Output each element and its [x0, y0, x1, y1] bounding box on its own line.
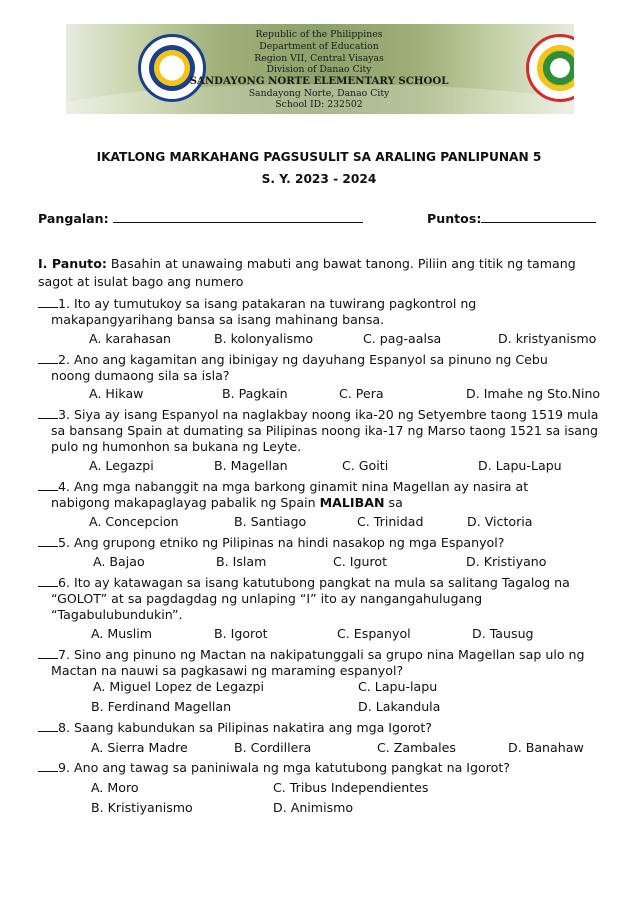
choice: D. Lapu-Lapu — [478, 458, 562, 473]
question-6-line-3: “Tagabulubundukin”. — [51, 607, 183, 622]
question-4: 4. Ang mga nabanggit na mga barkong ginamit nina Magellan ay nasira at — [38, 479, 528, 494]
question-6: 6. Ito ay katawagan sa isang katutubong pangkat na mula sa salitang Tagalog na — [38, 575, 570, 590]
choice: B. Santiago — [234, 514, 307, 529]
choice: A. Muslim — [91, 626, 153, 641]
question-5: 5. Ang grupong etniko ng Pilipinas na hindi nasakop ng mga Espanyol? — [38, 535, 504, 550]
header-school: SANDAYONG NORTE ELEMENTARY SCHOOL — [189, 75, 449, 87]
name-label: Pangalan: — [38, 211, 109, 226]
choice: D. Imahe ng Sto.Nino — [466, 386, 601, 401]
question-4-line-2: nabigong makapaglayag pabalik ng Spain MALIBAN sa — [51, 495, 403, 510]
question-7-line-2: Mactan na nauwi sa pagkasawi ng maraming espanyol? — [51, 663, 404, 678]
choice: A. Sierra Madre — [91, 740, 188, 755]
emphasis-word: MALIBAN — [319, 495, 385, 510]
choice: A. Legazpi — [89, 458, 154, 473]
header-region: Region VII, Central Visayas — [254, 53, 384, 64]
choice: C. Trinidad — [357, 514, 424, 529]
choice: A. Miguel Lopez de Legazpi — [93, 679, 264, 694]
choice: D. Victoria — [467, 514, 533, 529]
choice: D. Animismo — [273, 800, 354, 815]
answer-blank-2[interactable] — [38, 352, 58, 364]
answer-blank-7[interactable] — [38, 647, 58, 659]
header-republic: Republic of the Philippines — [255, 29, 383, 40]
school-year: S. Y. 2023 - 2024 — [261, 172, 377, 186]
score-field[interactable] — [427, 211, 596, 226]
name-field[interactable] — [38, 211, 363, 226]
score-blank[interactable] — [481, 211, 596, 223]
header-division: Division of Danao City — [266, 64, 372, 75]
answer-blank-9[interactable] — [38, 760, 58, 772]
question-2: 2. Ano ang kagamitan ang ibinigay ng dayuhang Espanyol sa pinuno ng Cebu — [38, 352, 548, 367]
question-9: 9. Ano ang tawag sa paniniwala ng mga katutubong pangkat na Igorot? — [38, 760, 510, 775]
answer-blank-4[interactable] — [38, 479, 58, 491]
answer-blank-5[interactable] — [38, 535, 58, 547]
instructions-text-1: Basahin at unawaing mabuti ang bawat tanong. Piliin ang titik ng tamang — [106, 256, 576, 271]
header-school-id: School ID: 232502 — [275, 99, 363, 110]
choice: C. Pera — [339, 386, 384, 401]
instructions-label: I. Panuto: — [38, 256, 107, 271]
choice: D. Lakandula — [358, 699, 441, 714]
question-3-line-2: sa bansang Spain at dumating sa Pilipinas noong ika-17 ng Marso taong 1521 sa isang — [51, 423, 598, 438]
choice: B. Igorot — [214, 626, 268, 641]
choice: A. Hikaw — [89, 386, 144, 401]
name-blank[interactable] — [113, 211, 363, 223]
exam-title: IKATLONG MARKAHANG PAGSUSULIT SA ARALING PANLIPUNAN 5 — [96, 150, 542, 164]
question-8: 8. Saang kabundukan sa Pilipinas nakatira ang mga Igorot? — [38, 720, 432, 735]
question-3-line-3: pulo ng humonhon sa bukana ng Leyte. — [51, 439, 302, 454]
choice: B. kolonyalismo — [214, 331, 314, 346]
choice: C. Goiti — [342, 458, 389, 473]
choice: A. Moro — [91, 780, 139, 795]
answer-blank-8[interactable] — [38, 720, 58, 732]
choice: D. Kristiyano — [466, 554, 547, 569]
choice: C. Zambales — [377, 740, 456, 755]
choice: B. Ferdinand Magellan — [91, 699, 232, 714]
header-department: Department of Education — [259, 41, 379, 52]
question-1-line-2: makapangyarihang bansa sa isang mahinang bansa. — [51, 312, 385, 327]
choice: C. Tribus Independientes — [273, 780, 429, 795]
answer-blank-6[interactable] — [38, 575, 58, 587]
choice: B. Kristiyanismo — [91, 800, 193, 815]
choice: D. Banahaw — [508, 740, 584, 755]
answer-blank-3[interactable] — [38, 407, 58, 419]
question-2-line-2: noong dumaong sila sa isla? — [51, 368, 230, 383]
instructions-text-2: sagot at isulat bago ang numero — [38, 274, 244, 289]
choice: A. karahasan — [89, 331, 172, 346]
question-6-line-2: “GOLOT” at sa pagdagdag ng unlaping “I” ito ay nangangahulugang — [51, 591, 483, 606]
choice: C. pag-aalsa — [363, 331, 442, 346]
choice: C. Igurot — [333, 554, 388, 569]
instructions — [38, 256, 576, 271]
score-label: Puntos: — [427, 211, 482, 226]
choice: D. Tausug — [472, 626, 534, 641]
choice: B. Magellan — [214, 458, 288, 473]
answer-blank-1[interactable] — [38, 296, 58, 308]
choice: B. Cordillera — [234, 740, 312, 755]
question-1: 1. Ito ay tumutukoy sa isang patakaran na tuwirang pagkontrol ng — [38, 296, 476, 311]
choice: B. Islam — [216, 554, 267, 569]
question-3: 3. Siya ay isang Espanyol na naglakbay noong ika-20 ng Setyembre taong 1519 mula — [38, 407, 598, 422]
choice: A. Concepcion — [89, 514, 179, 529]
choice: A. Bajao — [93, 554, 145, 569]
choice: D. kristyanismo — [498, 331, 597, 346]
choice: C. Espanyol — [337, 626, 411, 641]
choice: C. Lapu-lapu — [358, 679, 438, 694]
question-7: 7. Sino ang pinuno ng Mactan na nakipatunggali sa grupo nina Magellan sap ulo ng — [38, 647, 585, 662]
header-address: Sandayong Norte, Danao City — [248, 88, 390, 99]
choice: B. Pagkain — [222, 386, 288, 401]
